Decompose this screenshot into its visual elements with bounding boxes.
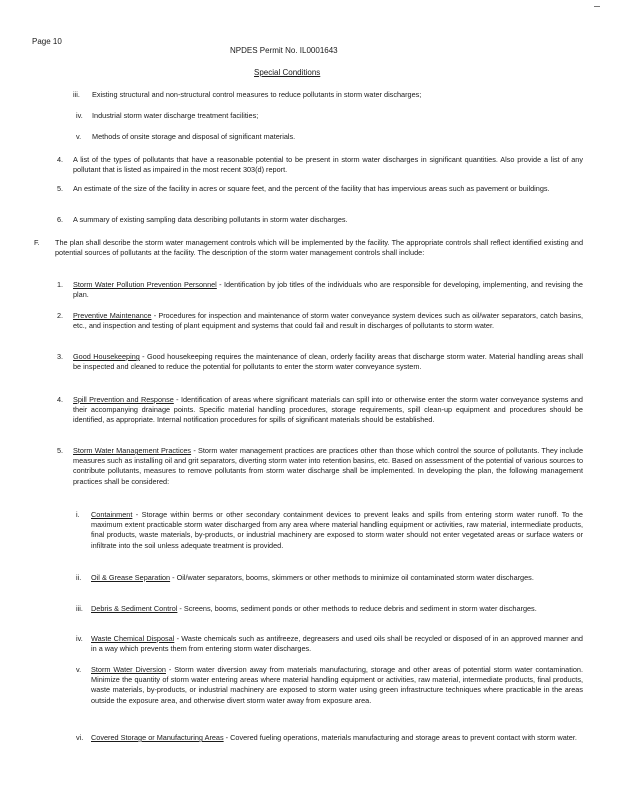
list-item-number: v. <box>76 665 82 674</box>
list-item-number: 5. <box>57 184 64 193</box>
scan-mark <box>594 6 600 7</box>
page-label: Page 10 <box>32 37 62 46</box>
list-item-number: ii. <box>76 573 82 582</box>
list-item-number: iv. <box>76 634 83 643</box>
list-item-number: vi. <box>76 733 84 742</box>
list-item: Oil & Grease Separation - Oil/water separators, booms, skimmers or other methods to minimize oil contaminated storm water discharges. <box>91 573 534 582</box>
list-item-number: 2. <box>57 311 64 320</box>
list-item: A list of the types of pollutants that have a reasonable potential to be present in storm water discharges in significant quantities. Also provide a list of any pollutant that is listed as impaired in the most recent 303(d) report. <box>73 155 583 175</box>
list-item-number: 3. <box>57 352 64 361</box>
list-item: Industrial storm water discharge treatment facilities; <box>92 111 259 120</box>
list-item: Containment - Storage within berms or other secondary containment devices to prevent leaks and spills from entering storm water runoff. To the maximum extent practicable storm water discharged from any area where material handling equipment or activities, raw material, intermediate products, final products, waste materials, by-products, or industrial machinery are exposed to storm water should not enter vegetated areas or surface waters or infiltrate into the soil unless adequate treatment is provided. <box>91 510 583 550</box>
list-item-number: 4. <box>57 395 64 404</box>
list-item-number: 5. <box>57 446 64 455</box>
list-item: Spill Prevention and Response - Identification of areas where significant materials can spill into or otherwise enter the storm water conveyance systems and their accompanying drainage points. Specific material handling procedures, storage requirements, spill clean-up equipment and procedures should be identified, as appropriate. Internal notification procedures for spills of significant materials should be established. <box>73 395 583 425</box>
section-f-text: The plan shall describe the storm water management controls which will be implemented by the facility. The appropriate controls shall reflect identified existing and potential sources of pollutants at the facility. The description of the storm water management controls shall include: <box>55 238 583 258</box>
list-item: Storm Water Pollution Prevention Personnel - Identification by job titles of the individuals who are responsible for developing, implementing, and revising the plan. <box>73 280 583 300</box>
list-item: Storm Water Management Practices - Storm water management practices are practices other than those which control the source of pollutants. They include measures such as installing oil and grit separators, diverting storm water into retention basins, etc. Based on assessment of the potential of various sources to contribute pollutants, measures to remove pollutants from storm water discharge shall be implemented. In developing the plan, the following management practices shall be considered: <box>73 446 583 486</box>
list-item-number: iii. <box>76 604 83 613</box>
list-item-number: iv. <box>76 111 83 120</box>
section-title: Special Conditions <box>254 68 321 77</box>
permit-number: NPDES Permit No. IL0001643 <box>230 46 338 55</box>
section-letter: F. <box>34 238 40 247</box>
list-item-number: i. <box>76 510 80 519</box>
list-item: Good Housekeeping - Good housekeeping requires the maintenance of clean, orderly facility areas that discharge storm water. Material handling areas shall be inspected and cleaned to reduce the potential for pollutants to enter the storm water conveyance system. <box>73 352 583 372</box>
list-item-number: 6. <box>57 215 64 224</box>
list-item: A summary of existing sampling data describing pollutants in storm water discharges. <box>73 215 348 224</box>
list-item: Waste Chemical Disposal - Waste chemicals such as antifreeze, degreasers and used oils shall be recycled or disposed of in an approved manner and in a way which prevents them from entering storm water discharges. <box>91 634 583 654</box>
list-item: Existing structural and non-structural control measures to reduce pollutants in storm water discharges; <box>92 90 422 99</box>
list-item-number: iii. <box>73 90 80 99</box>
list-item: Storm Water Diversion - Storm water diversion away from materials manufacturing, storage and other areas of potential storm water contamination. Minimize the quantity of storm water entering areas where material handling equipment or activities, raw material, intermediate products, final products, waste materials, by-products, or industrial machinery are exposed to storm water using green infrastructure techniques where practicable in the areas outside the exposure area, and otherwise divert storm water away from exposure area. <box>91 665 583 705</box>
list-item: Preventive Maintenance - Procedures for inspection and maintenance of storm water conveyance system devices such as oil/water separators, catch basins, etc., and inspection and testing of plant equipment and systems that could fail and result in discharges of pollutants to storm water. <box>73 311 583 331</box>
list-item-number: v. <box>76 132 82 141</box>
list-item: Covered Storage or Manufacturing Areas - Covered fueling operations, materials manufacturing and storage areas to prevent contact with storm water. <box>91 733 577 742</box>
list-item: Debris & Sediment Control - Screens, booms, sediment ponds or other methods to reduce debris and sediment in storm water discharges. <box>91 604 537 613</box>
list-item: An estimate of the size of the facility in acres or square feet, and the percent of the facility that has impervious areas such as pavement or buildings. <box>73 184 550 193</box>
list-item-number: 1. <box>57 280 64 289</box>
list-item: Methods of onsite storage and disposal of significant materials. <box>92 132 296 141</box>
list-item-number: 4. <box>57 155 64 164</box>
